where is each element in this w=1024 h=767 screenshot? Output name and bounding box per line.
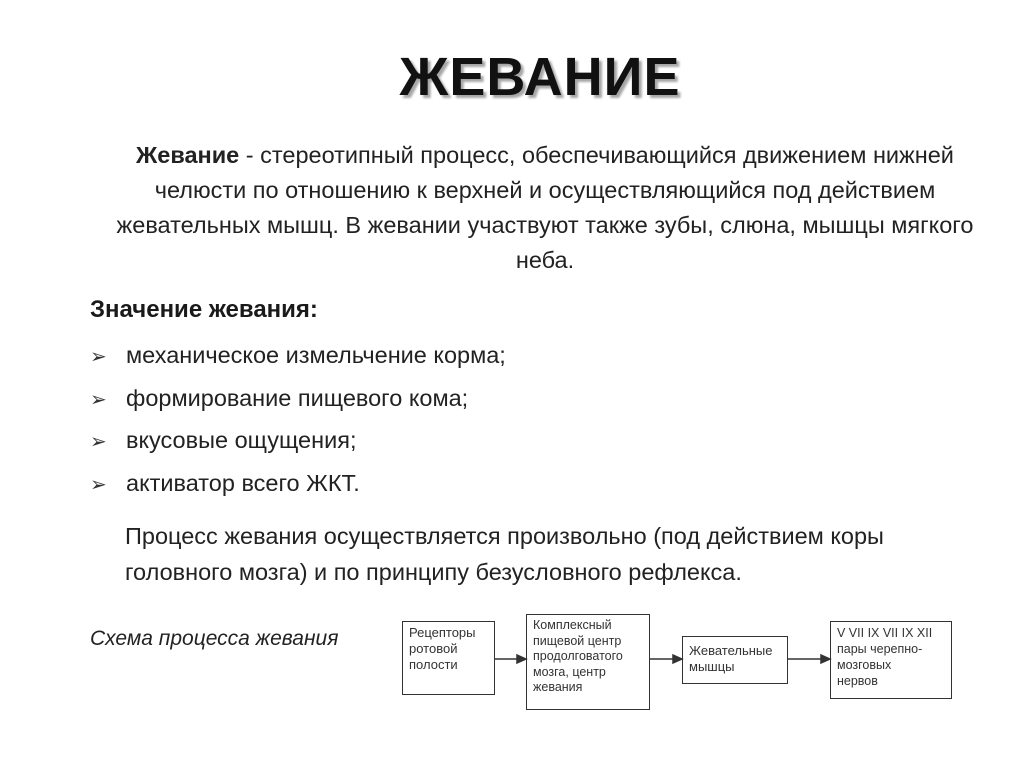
chevron-right-icon: ➢ [90,474,107,497]
box-line: Комплексный [533,618,612,632]
process-note: Процесс жевания осуществляется произвольно (под действием коры головного мозга) и по принципу безусловного рефлекса. [125,523,884,585]
box-line: Рецепторы [409,625,476,640]
arrow-head-icon [821,655,830,663]
box-line: мозга, центр [533,664,606,679]
box-line: мозговых [837,658,892,672]
significance-heading: Значение жевания: [90,296,318,323]
arrow-head-icon [517,655,526,663]
definition-term: Жевание [136,142,240,168]
slide-title: ЖЕВАНИЕ [399,47,681,107]
box-line: Жевательные [689,643,773,658]
box-line: жевания [533,680,583,694]
box-line: ротовой [409,641,458,656]
chevron-right-icon: ➢ [90,431,107,454]
definition-text: - стереотипный процесс, обеспечивающийся движением нижней челюсти по отношению к верхней и осуществляющийся под действием жевательных мышц. В жевании участвуют также зубы, слюна, мышцы мягкого неба. [116,142,974,273]
box-line: V VII IX VII IX XII [837,626,933,640]
box-line: продолговатого [533,649,623,663]
scheme-label: Схема процесса жевания [90,627,339,650]
list-item-text: активатор всего ЖКТ. [126,470,360,497]
list-item-text: механическое измельчение корма; [126,342,506,368]
chevron-right-icon: ➢ [90,388,107,411]
box-line: полости [409,657,458,672]
box-line: нервов [837,674,878,688]
arrow-head-icon [673,655,682,663]
chevron-right-icon: ➢ [90,346,107,368]
list-item-text: формирование пищевого кома; [126,384,469,411]
box-line: пищевой центр [533,633,622,648]
list-item-text: вкусовые ощущения; [126,427,357,454]
box-line: мышцы [689,659,735,674]
box-line: пары черепно- [837,642,923,656]
